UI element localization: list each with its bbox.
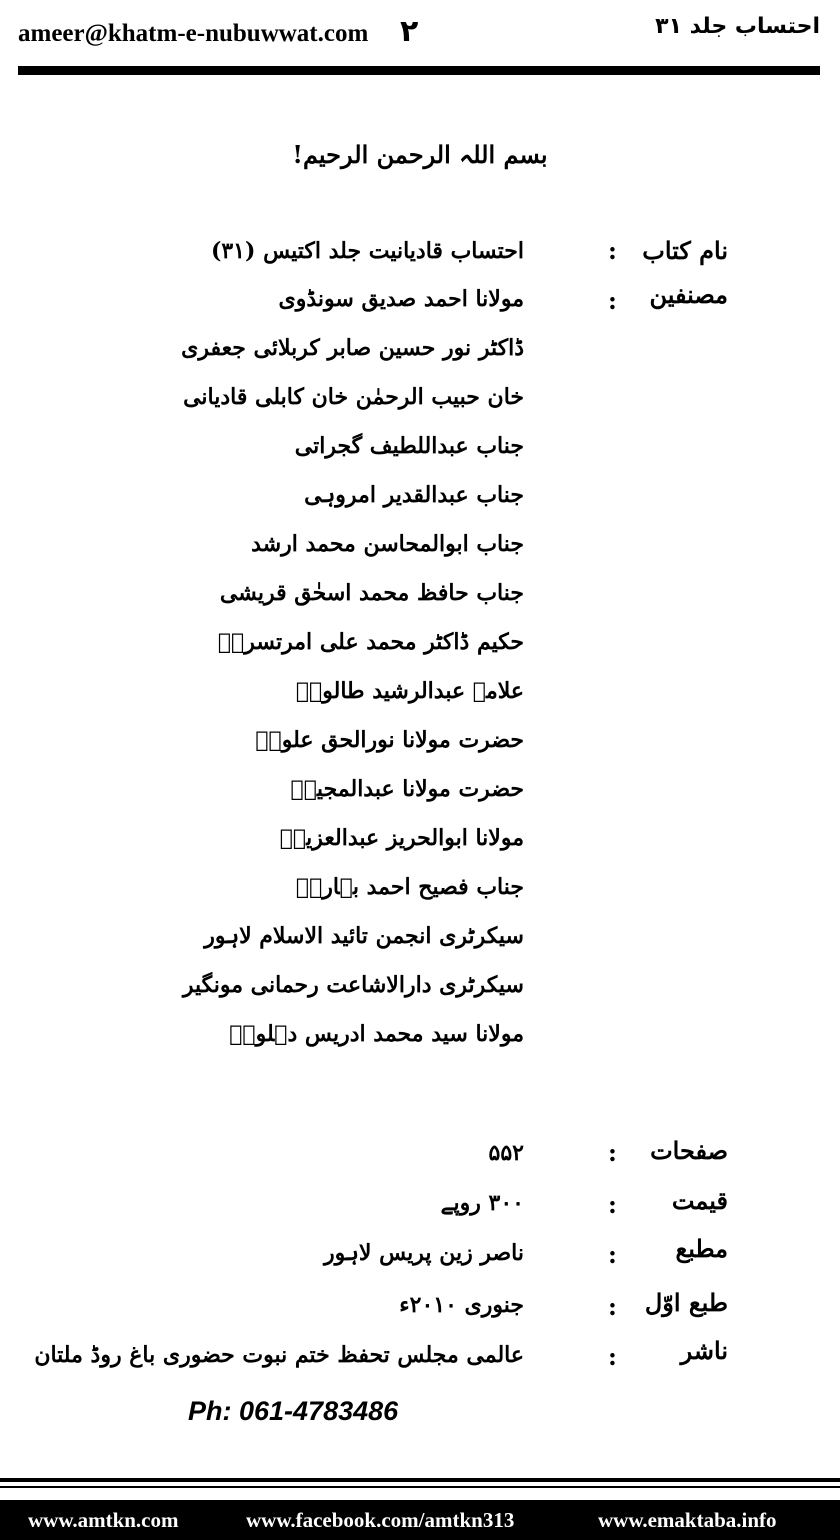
- first-edition-label: طبع اوّل: [644, 1288, 728, 1317]
- author-line: مولانا سید محمد ادریس دہلویؒ: [229, 1021, 524, 1047]
- price-label: قیمت: [671, 1186, 728, 1215]
- author-line: سیکرٹری دارالاشاعت رحمانی مونگیر: [182, 972, 524, 998]
- author-line: ڈاکٹر نور حسین صابر کربلائی جعفری: [181, 335, 524, 361]
- bismillah-heading: بسم اللہ الرحمن الرحیم!: [292, 140, 548, 169]
- book-title-header: احتساب جلد ۳۱: [655, 14, 820, 39]
- footer-divider: [0, 1478, 840, 1482]
- authors-label: مصنفین: [649, 280, 728, 309]
- phone-number: Ph: 061-4783486: [188, 1396, 399, 1426]
- footer-link-emaktaba[interactable]: www.emaktaba.info: [598, 1508, 777, 1532]
- author-line: جناب عبداللطیف گجراتی: [294, 433, 524, 459]
- colon: :: [608, 236, 617, 265]
- press-value: ناصر زین پریس لاہور: [324, 1240, 524, 1266]
- author-line: علامہ عبدالرشید طالوتؒ: [295, 678, 524, 704]
- pages-value: ۵۵۲: [488, 1140, 524, 1166]
- author-line: حضرت مولانا نورالحق علویؒ: [255, 727, 524, 753]
- colon: :: [608, 1292, 617, 1321]
- book-name-label: نام کتاب: [642, 236, 728, 265]
- book-name-value: احتساب قادیانیت جلد اکتیس (۳۱): [210, 238, 524, 264]
- colon: :: [608, 1240, 617, 1269]
- price-value: ۳۰۰ روپے: [440, 1190, 524, 1216]
- author-line: مولانا ابوالحریز عبدالعزیزؒ: [279, 825, 524, 851]
- publisher-value: عالمی مجلس تحفظ ختم نبوت حضوری باغ روڈ ملتان: [34, 1342, 524, 1368]
- press-label: مطبع: [675, 1234, 728, 1263]
- colon: :: [608, 1190, 617, 1219]
- footer-link-amtkn[interactable]: www.amtkn.com: [28, 1508, 179, 1532]
- pages-label: صفحات: [650, 1136, 728, 1165]
- page-number: ۲: [400, 14, 419, 49]
- first-edition-value: جنوری ۲۰۱۰ء: [399, 1292, 524, 1318]
- author-line: حکیم ڈاکٹر محمد علی امرتسریؒ: [217, 629, 524, 655]
- author-line: جناب ابوالمحاسن محمد ارشد: [251, 531, 524, 557]
- footer-link-facebook[interactable]: www.facebook.com/amtkn313: [246, 1508, 515, 1532]
- author-line: سیکرٹری انجمن تائید الاسلام لاہور: [204, 923, 524, 949]
- publisher-label: ناشر: [680, 1336, 728, 1365]
- author-line: حضرت مولانا عبدالمجیدؒ: [290, 776, 524, 802]
- author-line: جناب عبدالقدیر امروہی: [304, 482, 524, 508]
- colon: :: [608, 286, 617, 315]
- footer-divider-thin: [0, 1486, 840, 1488]
- header-divider: [18, 66, 820, 75]
- author-line: مولانا احمد صدیق سونڈوی: [278, 286, 524, 312]
- author-line: خان حبیب الرحمٰن خان کابلی قادیانی: [183, 384, 524, 410]
- colon: :: [608, 1138, 617, 1167]
- colon: :: [608, 1342, 617, 1371]
- header-email: ameer@khatm-e-nubuwwat.com: [18, 20, 369, 47]
- author-line: جناب حافظ محمد اسحٰق قریشی: [219, 580, 524, 606]
- author-line: جناب فصیح احمد بہاریؒ: [295, 874, 524, 900]
